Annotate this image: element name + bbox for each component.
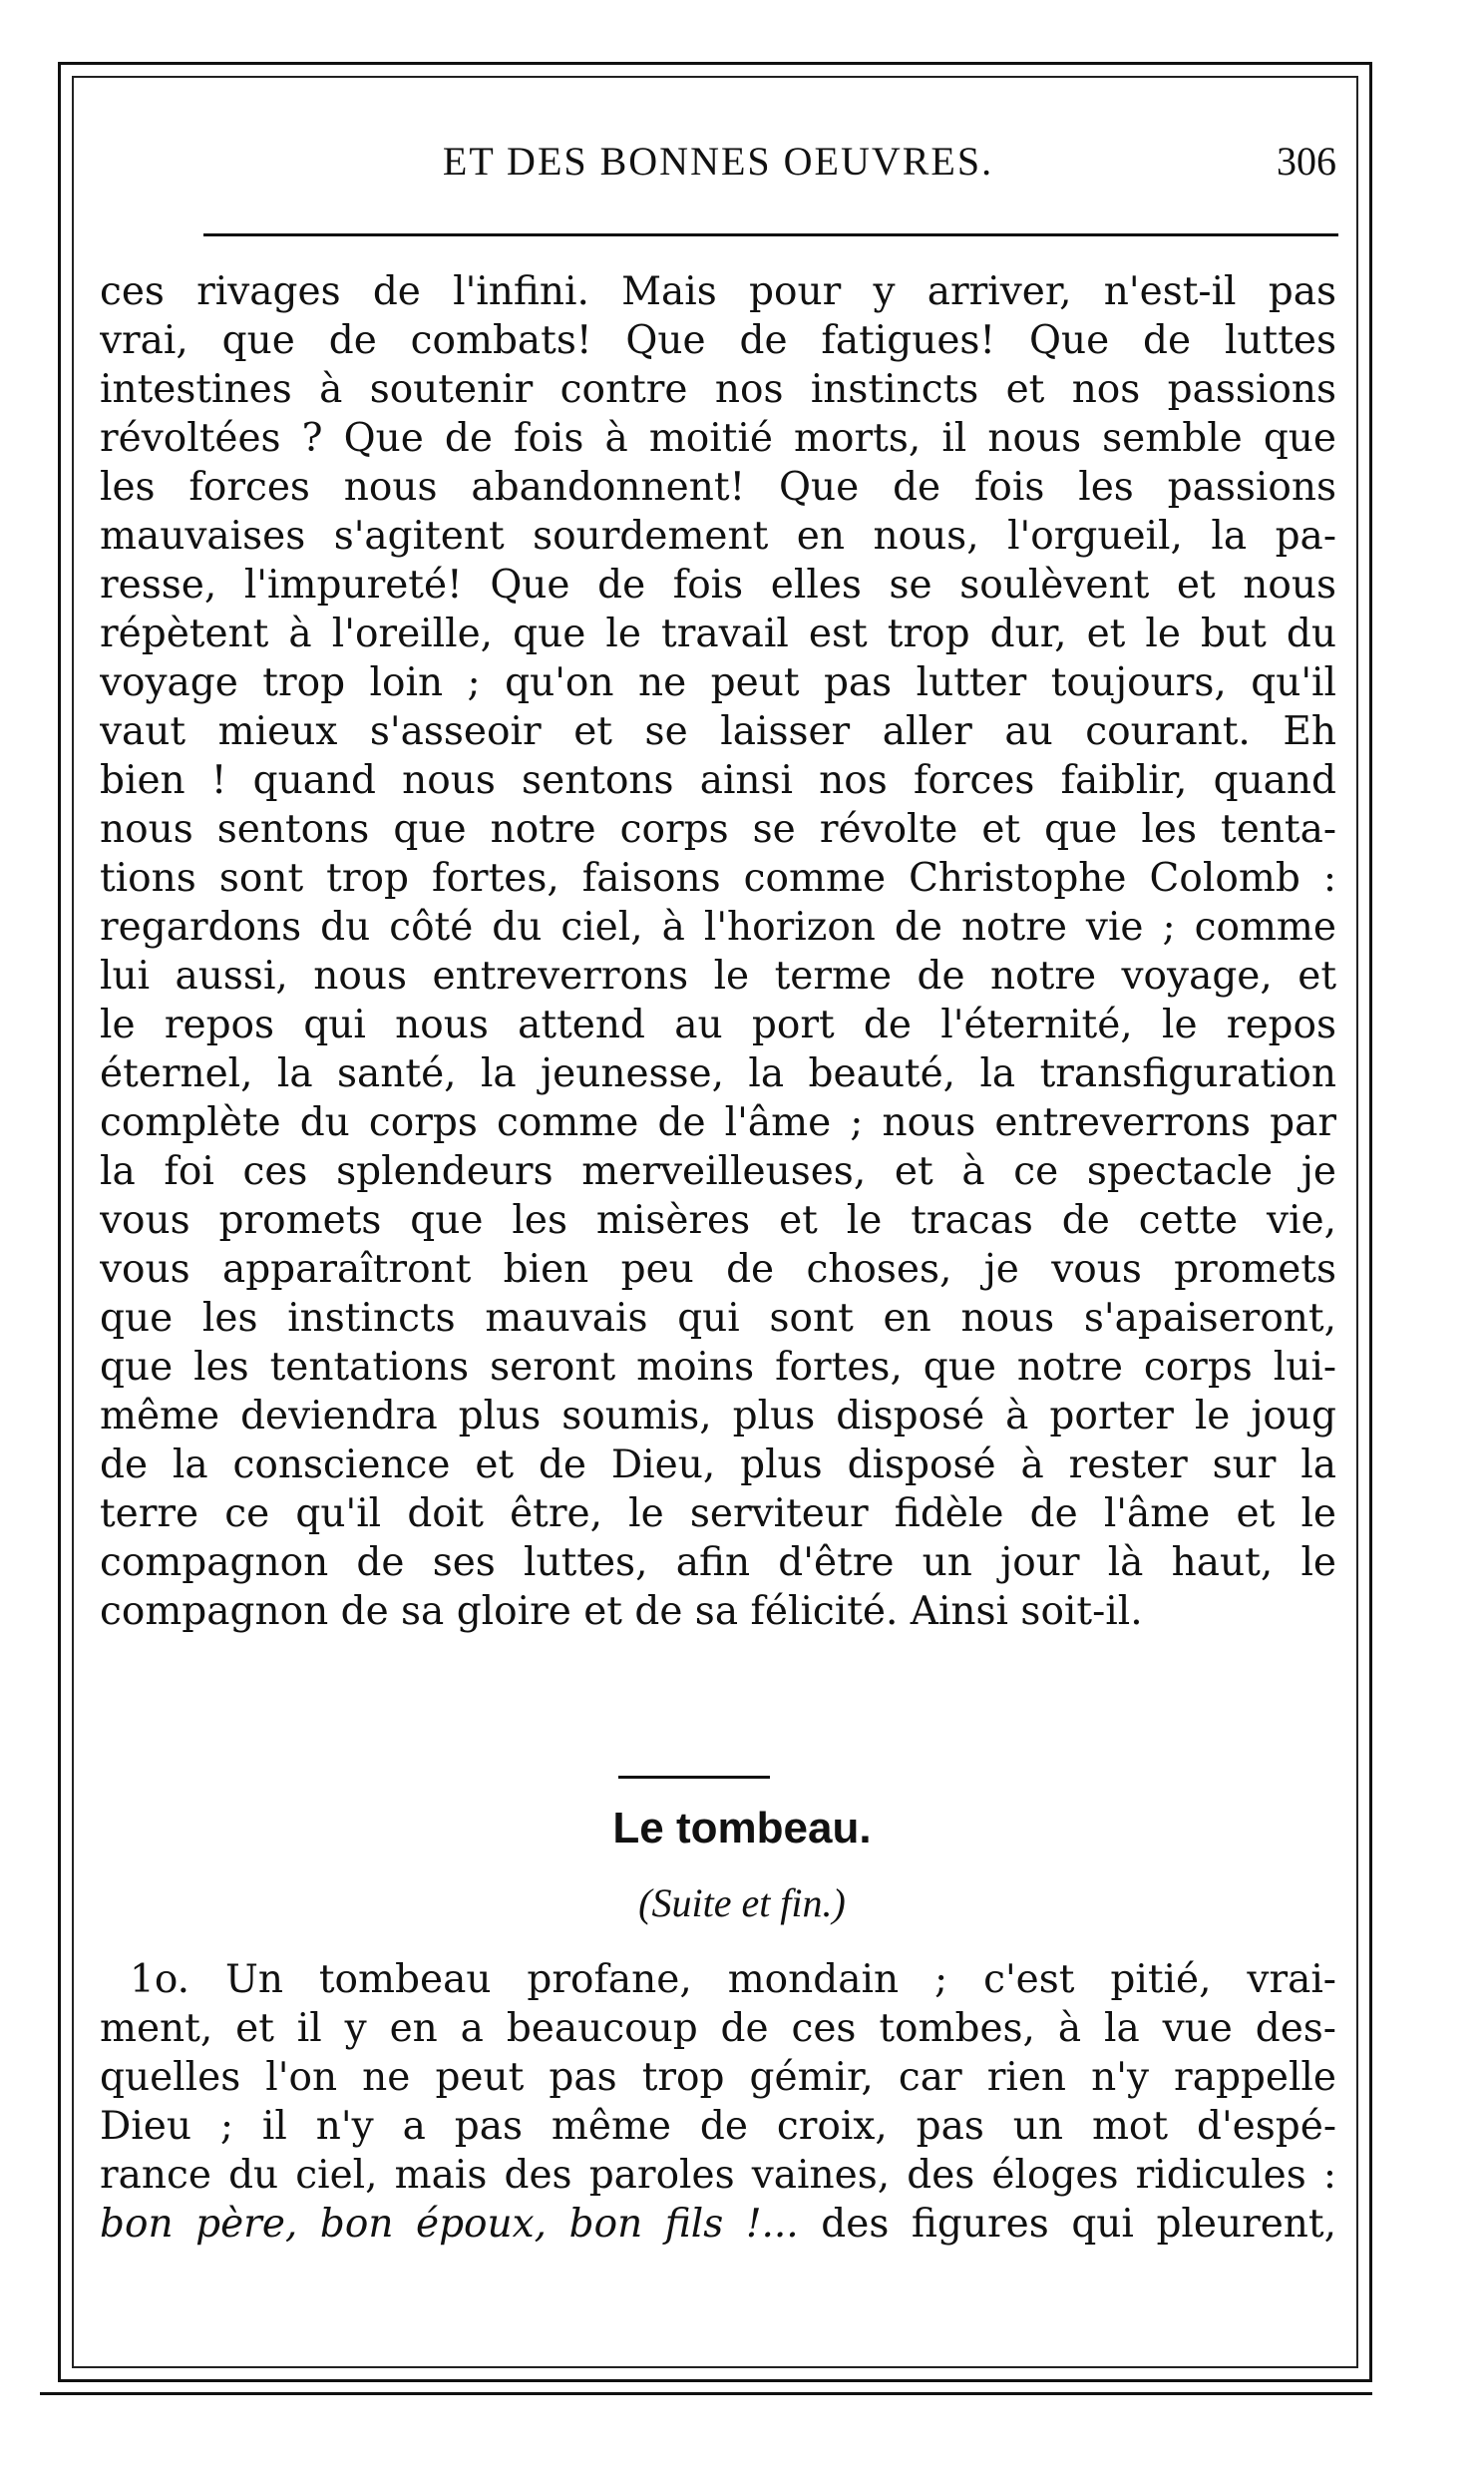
body-line: compagnon de ses luttes, afin d'être un jour là haut, le (100, 1540, 1336, 1585)
body-line: les forces nous abandonnent! Que de fois les passions (100, 465, 1336, 510)
body-line: bien ! quand nous sentons ainsi nos forces faiblir, quand (100, 758, 1336, 803)
bottom-rule (40, 2392, 1372, 2395)
body-line: de la conscience et de Dieu, plus disposé à rester sur la (100, 1442, 1336, 1487)
section-line: quelles l'on ne peut pas trop gémir, car rien n'y rappelle (100, 2055, 1336, 2100)
body-line: révoltées ? Que de fois à moitié morts, il nous semble que (100, 416, 1336, 461)
body-line: que les tentations seront moins fortes, que notre corps lui- (100, 1345, 1336, 1390)
body-line: même deviendra plus soumis, plus disposé à porter le joug (100, 1394, 1336, 1439)
page-header (100, 138, 1336, 194)
body-line: terre ce qu'il doit être, le serviteur fidèle de l'âme et le (100, 1491, 1336, 1536)
body-line: compagnon de sa gloire et de sa félicité. Ainsi soit-il. (100, 1589, 1143, 1634)
body-line: que les instincts mauvais qui sont en nous s'apaiseront, (100, 1296, 1336, 1341)
body-line: vous promets que les misères et le tracas de cette vie, (100, 1198, 1336, 1243)
body-line: resse, l'impureté! Que de fois elles se soulèvent et nous (100, 563, 1336, 608)
body-line: complète du corps comme de l'âme ; nous entreverrons par (100, 1100, 1336, 1145)
section-line: ment, et il y en a beaucoup de ces tombes, à la vue des- (100, 2006, 1336, 2051)
body-line: mauvaises s'agitent sourdement en nous, l'orgueil, la pa- (100, 514, 1336, 559)
body-line: répètent à l'oreille, que le travail est trop dur, et le but du (100, 612, 1336, 656)
section-subtitle: (Suite et fin.) (638, 1880, 846, 1925)
body-line: la foi ces splendeurs merveilleuses, et à ce spectacle je (100, 1149, 1336, 1194)
body-line: intestines à soutenir contre nos instincts et nos passions (100, 367, 1336, 412)
body-line: le repos qui nous attend au port de l'éternité, le repos (100, 1003, 1336, 1047)
section-body-text (100, 1955, 1336, 2249)
page-number: 306 (1277, 139, 1336, 184)
body-line: regardons du côté du ciel, à l'horizon de notre vie ; comme (100, 905, 1336, 950)
body-text (100, 267, 1336, 1636)
body-line: ces rivages de l'infini. Mais pour y arriver, n'est-il pas (100, 269, 1336, 314)
body-line: tions sont trop fortes, faisons comme Christophe Colomb : (100, 856, 1336, 901)
section-title: Le tombeau. (612, 1804, 872, 1852)
running-title: ET DES BONNES OEUVRES. (442, 139, 994, 184)
body-line: éternel, la santé, la jeunesse, la beauté, la transfiguration (100, 1051, 1336, 1096)
italic-phrase: bon père, bon époux, bon fils !... (100, 2202, 799, 2247)
body-line: vaut mieux s'asseoir et se laisser aller au courant. Eh (100, 709, 1336, 754)
body-line: lui aussi, nous entreverrons le terme de notre voyage, et (100, 954, 1336, 999)
body-line: vous apparaîtront bien peu de choses, je vous promets (100, 1247, 1336, 1292)
section-line-last (100, 2200, 1336, 2249)
section-divider (618, 1776, 770, 1779)
section-line: rance du ciel, mais des paroles vaines, des éloges ridicules : (100, 2153, 1336, 2198)
body-line: voyage trop loin ; qu'on ne peut pas lutter toujours, qu'il (100, 660, 1336, 705)
section-line: Dieu ; il n'y a pas même de croix, pas un mot d'espé- (100, 2104, 1336, 2149)
body-line: nous sentons que notre corps se révolte et que les tenta- (100, 807, 1336, 852)
body-line: vrai, que de combats! Que de fatigues! Que de luttes (100, 318, 1336, 363)
section-line: 1o. Un tombeau profane, mondain ; c'est pitié, vrai- (130, 1957, 1336, 2002)
header-rule (203, 233, 1338, 236)
line-remainder: des figures qui pleurent, (798, 2202, 1336, 2247)
